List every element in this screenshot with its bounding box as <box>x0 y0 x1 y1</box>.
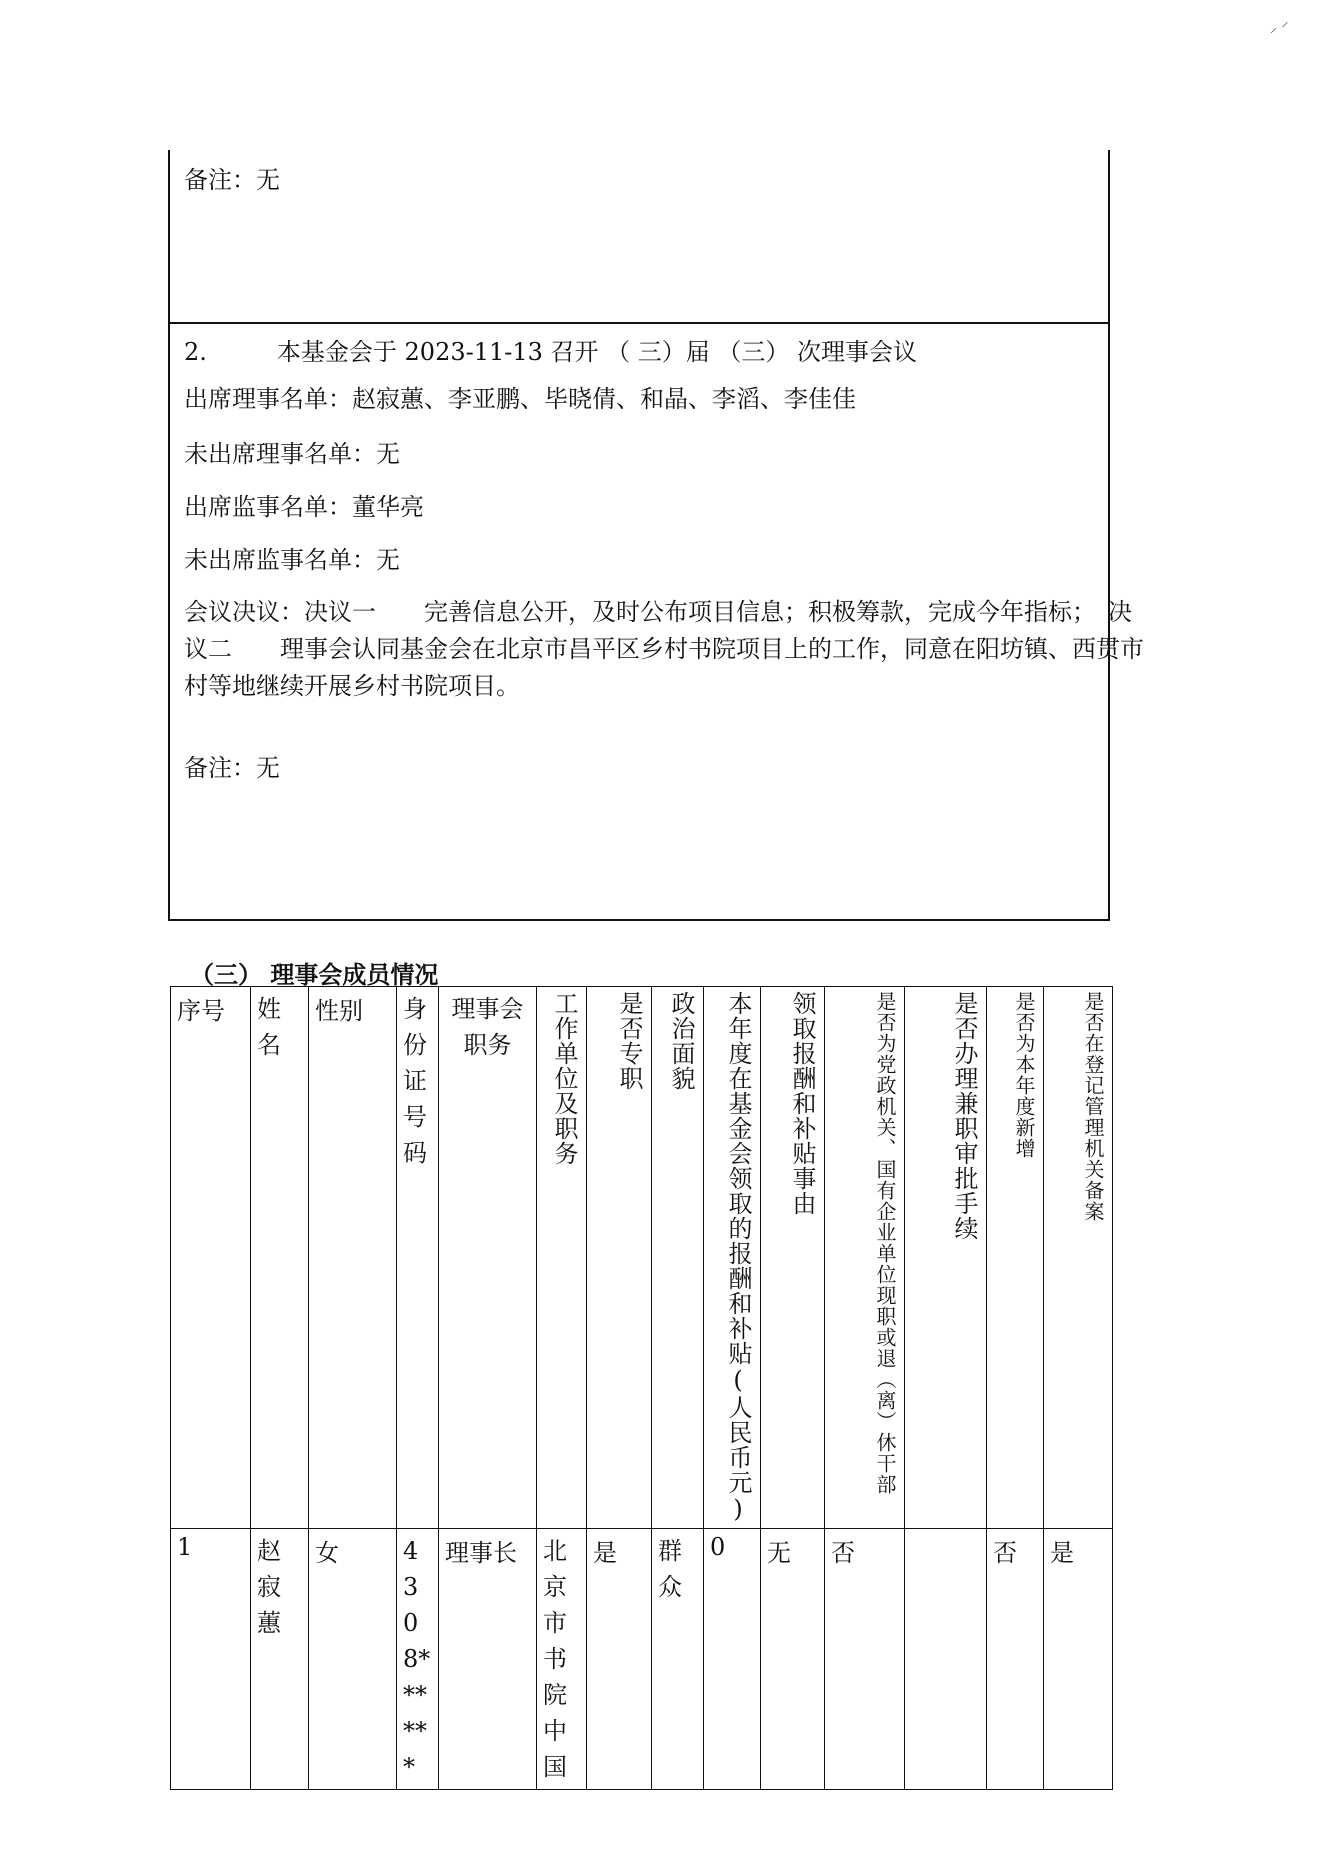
attending-supervisors: 出席监事名单：董华亮 <box>184 493 424 521</box>
cell-position: 理事长 <box>439 1529 537 1790</box>
section-title: （三） 理事会成员情况 <box>190 960 439 989</box>
table-row <box>171 1529 1113 1790</box>
note-value: 无 <box>256 166 280 194</box>
header-no: 序号 <box>171 987 251 1529</box>
cell-registered: 是 <box>1044 1529 1113 1790</box>
absent-directors: 未出席理事名单：无 <box>184 440 400 468</box>
resolutions-line-2: 议二 理事会认同基金会在北京市昌平区乡村书院项目上的工作，同意在阳坊镇、西贯市 <box>184 635 1144 663</box>
header-employer: 工作单位及职务 <box>537 987 587 1529</box>
header-pay: 本年度在基金会领取的报酬和补贴(人民币元) <box>704 987 761 1529</box>
cell-pay-reason: 无 <box>761 1529 825 1790</box>
cell-id-text: 4308****** <box>403 1537 431 1781</box>
board-members-table <box>170 986 1113 1790</box>
meeting-2-note <box>184 748 280 783</box>
cell-official: 否 <box>825 1529 905 1790</box>
header-political: 政治面貌 <box>652 987 704 1529</box>
cell-approval <box>905 1529 987 1790</box>
cell-name <box>251 1529 309 1790</box>
table-header-row <box>171 987 1113 1529</box>
note-label: 备注： <box>184 754 256 782</box>
scan-marks: ⸝ ⸍ <box>1270 20 1289 36</box>
meeting-1-note <box>184 160 280 195</box>
header-official: 是否为党政机关、国有企业单位现职或退（离）休干部 <box>825 987 905 1529</box>
cell-new: 否 <box>987 1529 1044 1790</box>
header-registered: 是否在登记管理机关备案 <box>1044 987 1113 1529</box>
header-name <box>251 987 309 1529</box>
attending-directors: 出席理事名单：赵寂蕙、李亚鹏、毕晓倩、和晶、李滔、李佳佳 <box>184 385 856 413</box>
cell-no: 1 <box>171 1529 251 1790</box>
note-value: 无 <box>256 754 280 782</box>
header-pay-reason: 领取报酬和补贴事由 <box>761 987 825 1529</box>
header-new: 是否为本年度新增 <box>987 987 1044 1529</box>
cell-employer-text: 北京市书院中国 <box>543 1537 567 1781</box>
header-name-text: 姓名 <box>257 995 281 1059</box>
header-approval: 是否办理兼职审批手续 <box>905 987 987 1529</box>
header-position-text: 理事会职务 <box>451 995 524 1059</box>
cell-political-text: 群众 <box>658 1537 682 1601</box>
meeting-1-box <box>168 150 1110 324</box>
meeting-title: 本基金会于 2023-11-13 召开 （ 三）届 （三） 次理事会议 <box>276 338 918 366</box>
cell-full-time: 是 <box>587 1529 652 1790</box>
resolutions-line-3: 村等地继续开展乡村书院项目。 <box>184 672 520 700</box>
cell-name-text: 赵寂蕙 <box>257 1537 281 1637</box>
cell-political <box>652 1529 704 1790</box>
cell-id <box>397 1529 439 1790</box>
meeting-number: 2. <box>184 338 207 366</box>
note-label: 备注： <box>184 166 256 194</box>
resolutions-line-1: 会议决议：决议一 完善信息公开，及时公布项目信息；积极筹款，完成今年指标； 决 <box>184 598 1132 626</box>
cell-pay: 0 <box>704 1529 761 1790</box>
header-position <box>439 987 537 1529</box>
meeting-2-title-line <box>184 332 917 367</box>
header-full-time: 是否专职 <box>587 987 652 1529</box>
cell-gender: 女 <box>309 1529 397 1790</box>
meeting-2-box <box>168 324 1144 921</box>
cell-employer <box>537 1529 587 1790</box>
header-id <box>397 987 439 1529</box>
absent-supervisors: 未出席监事名单：无 <box>184 546 400 574</box>
header-gender: 性别 <box>309 987 397 1529</box>
header-id-text: 身份证号码 <box>403 995 427 1167</box>
